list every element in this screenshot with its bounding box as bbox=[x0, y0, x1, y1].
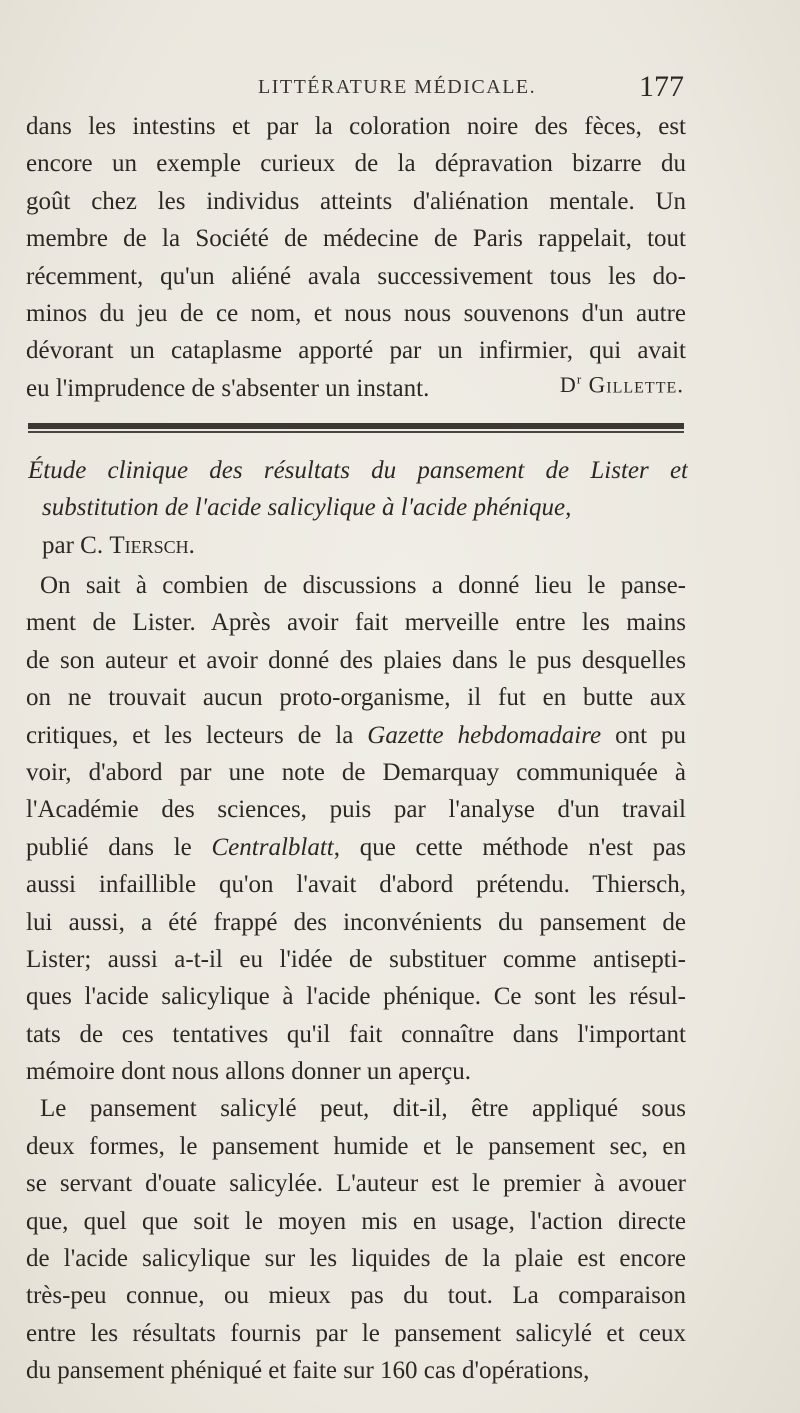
text-run: , que cette méthode n'est pas bbox=[333, 833, 686, 861]
page-header bbox=[28, 70, 684, 110]
paragraph bbox=[26, 567, 686, 1090]
text-line bbox=[26, 1240, 686, 1277]
text-line bbox=[26, 604, 686, 641]
italic-title: Gazette hebdomadaire bbox=[367, 721, 602, 749]
text-run: ques l'acide salicylique à l'acide phénique. Ce sont les résul- bbox=[26, 983, 686, 1011]
text-line bbox=[26, 1016, 686, 1053]
italic-title: Centralblatt bbox=[211, 833, 334, 861]
signature-prefix: $D^r$ bbox=[559, 372, 583, 398]
text-line bbox=[26, 791, 686, 828]
text-run: ment de Lister. Après avoir fait merveille entre les mains bbox=[26, 609, 686, 637]
text-run: du pansement phéniqué et faite sur 160 cas d'opérations, bbox=[26, 1357, 590, 1385]
text-run: lui aussi, a été frappé des inconvénients du pansement de bbox=[26, 908, 686, 936]
text-line bbox=[26, 1090, 686, 1127]
text-line bbox=[26, 829, 686, 866]
text-line bbox=[26, 1315, 686, 1352]
text-line bbox=[26, 1165, 686, 1202]
byline-author: Tiersch. bbox=[109, 531, 195, 559]
article-title-line: substitution de l'acide salicylique à l'acide phénique, bbox=[42, 494, 572, 522]
signature-name: Gillette. bbox=[588, 372, 684, 398]
text-run: Le pansement salicylé peut, dit-il, être appliqué sous bbox=[40, 1095, 686, 1123]
text-line bbox=[26, 978, 686, 1015]
text-run: se servant d'ouate salicylée. L'auteur est le premier à avouer bbox=[26, 1170, 686, 1198]
running-title: LITTÉRATURE MÉDICALE. bbox=[258, 76, 537, 98]
text-run: l'Académie des sciences, puis par l'analyse d'un travail bbox=[26, 796, 686, 824]
article-byline bbox=[28, 527, 688, 564]
text-run: deux formes, le pansement humide et le pansement sec, en bbox=[26, 1132, 686, 1160]
text-run: publié dans le bbox=[26, 833, 212, 861]
text-run: critiques, et les lecteurs de la bbox=[26, 721, 368, 749]
text-line: minos du jeu de ce nom, et nous nous souvenons d'un autre bbox=[26, 299, 686, 327]
text-run: que, quel que soit le moyen mis en usage, l'action directe bbox=[26, 1207, 686, 1235]
text-run: on ne trouvait aucun proto-organisme, il fut en butte aux bbox=[26, 684, 686, 712]
divider-thick-rule bbox=[28, 423, 684, 429]
text-run: mémoire dont nous allons donner un aperçu. bbox=[26, 1058, 472, 1086]
byline-prefix: par C. bbox=[42, 531, 104, 559]
text-line bbox=[26, 642, 686, 679]
article-heading bbox=[28, 452, 688, 564]
text-line bbox=[26, 567, 686, 604]
text-run: Lister; aussi a-t-il eu l'idée de substituer comme antisepti- bbox=[26, 945, 686, 973]
divider-thin-rule bbox=[28, 431, 684, 433]
text-line bbox=[26, 754, 686, 791]
text-line: eu l'imprudence de s'absenter un instant. bbox=[26, 374, 430, 402]
text-line bbox=[26, 1128, 686, 1165]
page-number: 177 bbox=[639, 70, 684, 103]
article-body bbox=[26, 567, 686, 1390]
text-run: très-peu connue, ou mieux pas du tout. La comparaison bbox=[26, 1282, 686, 1310]
text-line bbox=[26, 1053, 686, 1090]
text-line bbox=[26, 1352, 686, 1389]
article-paragraphs bbox=[26, 567, 686, 1390]
article-title-line: Étude clinique des résultats du pansement de Lister et bbox=[28, 457, 688, 484]
text-line bbox=[26, 1277, 686, 1314]
text-run: On sait à combien de discussions a donné lieu le panse- bbox=[40, 572, 686, 599]
text-line: récemment, qu'un aliéné avala successivement tous les do- bbox=[26, 262, 686, 290]
text-run: entre les résultats fournis par le pansement salicylé et ceux bbox=[26, 1319, 686, 1347]
text-line bbox=[26, 679, 686, 716]
previous-article-text bbox=[26, 108, 686, 407]
text-run: tats de ces tentatives qu'il fait connaître dans l'important bbox=[26, 1020, 686, 1048]
text-run: ont pu bbox=[601, 721, 686, 749]
text-run: voir, d'abord par une note de Demarquay communiquée à bbox=[26, 758, 686, 786]
text-run: de l'acide salicylique sur les liquides de la plaie est encore bbox=[26, 1245, 686, 1273]
text-line bbox=[26, 866, 686, 903]
text-line bbox=[26, 941, 686, 978]
paragraph bbox=[26, 1090, 686, 1389]
text-line bbox=[26, 904, 686, 941]
text-line bbox=[26, 717, 686, 754]
text-run: aussi infaillible qu'on l'avait d'abord prétendu. Thiersch, bbox=[26, 871, 686, 899]
text-run: de son auteur et avoir donné des plaies dans le pus desquelles bbox=[26, 646, 686, 674]
author-signature bbox=[560, 372, 684, 398]
text-line: membre de la Société de médecine de Paris rappelait, tout bbox=[26, 225, 686, 253]
text-line: encore un exemple curieux de la dépravation bizarre du bbox=[26, 150, 686, 178]
text-line bbox=[26, 1203, 686, 1240]
text-line: dans les intestins et par la coloration noire des fèces, est bbox=[26, 113, 686, 140]
section-divider bbox=[28, 423, 684, 435]
text-line: dévorant un cataplasme apporté par un infirmier, qui avait bbox=[26, 337, 686, 365]
text-line: goût chez les individus atteints d'aliénation mentale. Un bbox=[26, 187, 686, 215]
